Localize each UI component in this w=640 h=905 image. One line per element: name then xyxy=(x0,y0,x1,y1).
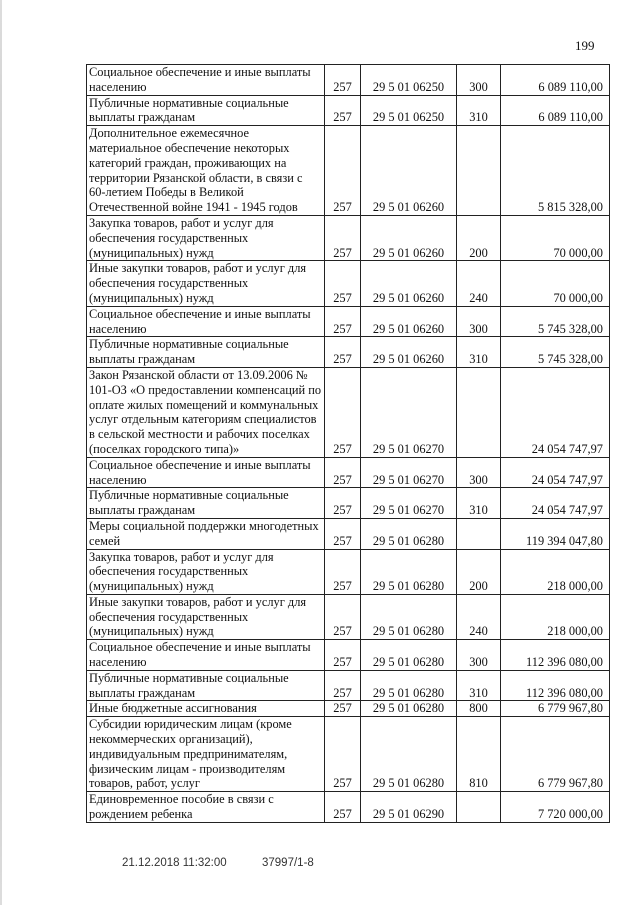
row-expense-type: 810 xyxy=(457,717,501,792)
table-row xyxy=(87,518,610,549)
row-target-article: 29 5 01 06260 xyxy=(361,261,457,306)
row-name: Закон Рязанской области от 13.09.2006 № 101-ОЗ «О предоставлении компенсаций по оплате жилых помещений и коммунальных услуг отдельным категориям специалистов в сельской местности и рабочих поселках (поселках городского типа)» xyxy=(87,367,325,457)
row-amount: 6 779 967,80 xyxy=(501,701,610,717)
row-amount: 119 394 047,80 xyxy=(501,518,610,549)
row-amount: 6 779 967,80 xyxy=(501,717,610,792)
table-row xyxy=(87,792,610,823)
table-row xyxy=(87,717,610,792)
row-target-article: 29 5 01 06280 xyxy=(361,518,457,549)
row-name: Субсидии юридическим лицам (кроме некоммерческих организаций), индивидуальным предпринимателям, физическим лицам - производителям товаров, работ, услуг xyxy=(87,717,325,792)
budget-table xyxy=(86,64,610,823)
row-amount: 7 720 000,00 xyxy=(501,792,610,823)
row-expense-type: 200 xyxy=(457,215,501,260)
row-amount: 218 000,00 xyxy=(501,549,610,594)
row-target-article: 29 5 01 06280 xyxy=(361,594,457,639)
footer-document-number: 37997/1-8 xyxy=(262,857,314,869)
row-department-code: 257 xyxy=(325,65,361,96)
table-row xyxy=(87,65,610,96)
row-amount: 5 745 328,00 xyxy=(501,337,610,368)
row-name: Единовременное пособие в связи с рождением ребенка xyxy=(87,792,325,823)
row-department-code: 257 xyxy=(325,518,361,549)
row-name: Социальное обеспечение и иные выплаты населению xyxy=(87,65,325,96)
table-row xyxy=(87,640,610,671)
table-row xyxy=(87,306,610,337)
row-amount: 6 089 110,00 xyxy=(501,65,610,96)
row-department-code: 257 xyxy=(325,95,361,126)
row-target-article: 29 5 01 06270 xyxy=(361,488,457,519)
row-department-code: 257 xyxy=(325,261,361,306)
row-name: Публичные нормативные социальные выплаты гражданам xyxy=(87,337,325,368)
row-target-article: 29 5 01 06290 xyxy=(361,792,457,823)
table-row xyxy=(87,488,610,519)
table-row xyxy=(87,701,610,717)
row-name: Дополнительное ежемесячное материальное обеспечение некоторых категорий граждан, проживающих на территории Рязанской области, в связи с 60-летием Победы в Великой Отечественной войне 1941 - 1945 годов xyxy=(87,126,325,216)
row-name: Публичные нормативные социальные выплаты гражданам xyxy=(87,488,325,519)
row-name: Меры социальной поддержки многодетных семей xyxy=(87,518,325,549)
row-department-code: 257 xyxy=(325,640,361,671)
row-expense-type xyxy=(457,126,501,216)
table-row xyxy=(87,126,610,216)
row-amount: 70 000,00 xyxy=(501,261,610,306)
row-target-article: 29 5 01 06270 xyxy=(361,457,457,488)
row-amount: 6 089 110,00 xyxy=(501,95,610,126)
row-target-article: 29 5 01 06260 xyxy=(361,306,457,337)
row-name: Иные закупки товаров, работ и услуг для обеспечения государственных (муниципальных) нужд xyxy=(87,261,325,306)
table-row xyxy=(87,367,610,457)
row-name: Иные бюджетные ассигнования xyxy=(87,701,325,717)
scan-edge xyxy=(0,0,2,905)
row-department-code: 257 xyxy=(325,126,361,216)
row-name: Социальное обеспечение и иные выплаты населению xyxy=(87,306,325,337)
row-target-article: 29 5 01 06280 xyxy=(361,640,457,671)
table-row xyxy=(87,215,610,260)
table-row xyxy=(87,261,610,306)
row-name: Иные закупки товаров, работ и услуг для обеспечения государственных (муниципальных) нужд xyxy=(87,594,325,639)
row-amount: 24 054 747,97 xyxy=(501,488,610,519)
row-target-article: 29 5 01 06250 xyxy=(361,95,457,126)
row-expense-type: 240 xyxy=(457,594,501,639)
row-department-code: 257 xyxy=(325,549,361,594)
row-expense-type xyxy=(457,792,501,823)
row-department-code: 257 xyxy=(325,594,361,639)
row-amount: 5 745 328,00 xyxy=(501,306,610,337)
row-department-code: 257 xyxy=(325,337,361,368)
row-target-article: 29 5 01 06280 xyxy=(361,670,457,701)
row-department-code: 257 xyxy=(325,488,361,519)
row-name: Публичные нормативные социальные выплаты гражданам xyxy=(87,95,325,126)
row-target-article: 29 5 01 06260 xyxy=(361,215,457,260)
row-expense-type xyxy=(457,518,501,549)
row-name: Закупка товаров, работ и услуг для обеспечения государственных (муниципальных) нужд xyxy=(87,549,325,594)
row-target-article: 29 5 01 06280 xyxy=(361,717,457,792)
row-name: Закупка товаров, работ и услуг для обеспечения государственных (муниципальных) нужд xyxy=(87,215,325,260)
row-target-article: 29 5 01 06260 xyxy=(361,337,457,368)
row-department-code: 257 xyxy=(325,701,361,717)
row-name: Публичные нормативные социальные выплаты гражданам xyxy=(87,670,325,701)
row-department-code: 257 xyxy=(325,717,361,792)
row-expense-type: 300 xyxy=(457,65,501,96)
row-expense-type: 240 xyxy=(457,261,501,306)
table-row xyxy=(87,337,610,368)
row-expense-type: 300 xyxy=(457,306,501,337)
footer-timestamp: 21.12.2018 11:32:00 xyxy=(122,857,227,869)
row-department-code: 257 xyxy=(325,367,361,457)
row-department-code: 257 xyxy=(325,670,361,701)
row-department-code: 257 xyxy=(325,215,361,260)
row-expense-type xyxy=(457,367,501,457)
row-expense-type: 310 xyxy=(457,337,501,368)
row-expense-type: 200 xyxy=(457,549,501,594)
row-amount: 218 000,00 xyxy=(501,594,610,639)
row-department-code: 257 xyxy=(325,792,361,823)
row-expense-type: 300 xyxy=(457,640,501,671)
row-expense-type: 310 xyxy=(457,488,501,519)
row-amount: 24 054 747,97 xyxy=(501,367,610,457)
row-expense-type: 310 xyxy=(457,95,501,126)
row-department-code: 257 xyxy=(325,306,361,337)
page-number: 199 xyxy=(575,38,595,53)
row-expense-type: 800 xyxy=(457,701,501,717)
table-row xyxy=(87,670,610,701)
row-department-code: 257 xyxy=(325,457,361,488)
table-row xyxy=(87,95,610,126)
table-row xyxy=(87,549,610,594)
budget-table-body xyxy=(87,65,610,823)
row-amount: 70 000,00 xyxy=(501,215,610,260)
row-name: Социальное обеспечение и иные выплаты населению xyxy=(87,457,325,488)
row-amount: 5 815 328,00 xyxy=(501,126,610,216)
row-expense-type: 300 xyxy=(457,457,501,488)
row-target-article: 29 5 01 06260 xyxy=(361,126,457,216)
row-name: Социальное обеспечение и иные выплаты населению xyxy=(87,640,325,671)
row-amount: 112 396 080,00 xyxy=(501,670,610,701)
row-target-article: 29 5 01 06280 xyxy=(361,701,457,717)
row-expense-type: 310 xyxy=(457,670,501,701)
row-target-article: 29 5 01 06250 xyxy=(361,65,457,96)
row-target-article: 29 5 01 06280 xyxy=(361,549,457,594)
table-row xyxy=(87,457,610,488)
table-row xyxy=(87,594,610,639)
row-target-article: 29 5 01 06270 xyxy=(361,367,457,457)
row-amount: 112 396 080,00 xyxy=(501,640,610,671)
row-amount: 24 054 747,97 xyxy=(501,457,610,488)
